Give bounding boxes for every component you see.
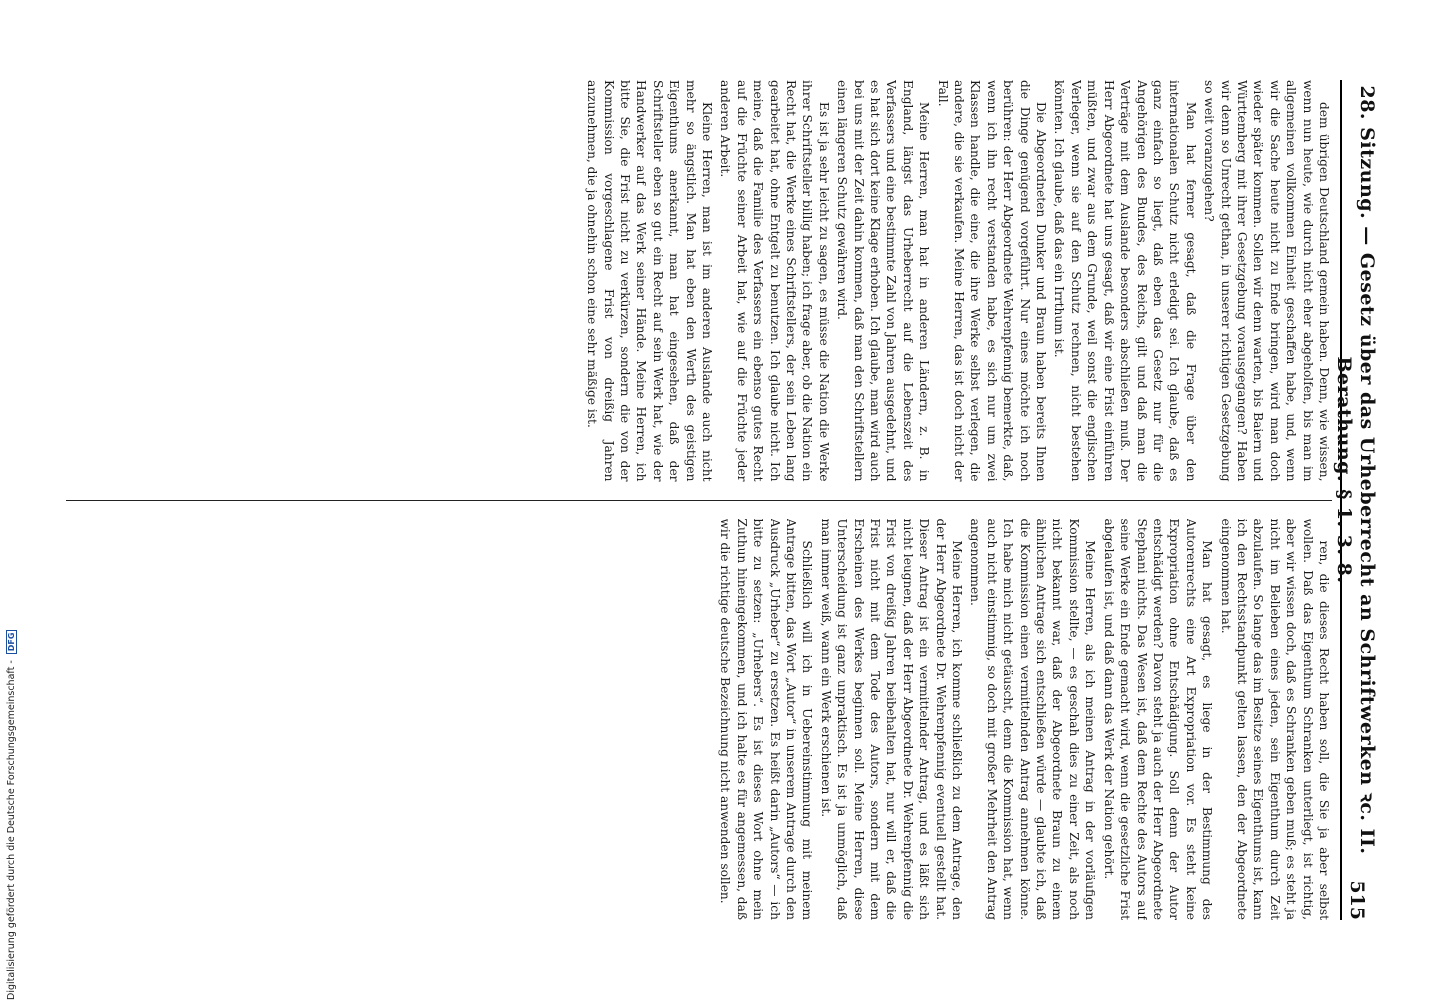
paragraph: Die Abgeordneten Dunker und Braun haben bereits Ihnen die Dinge genügend vorgeführt. Nur eines möchte ich noch berühren: der Herr Abgeordnete Wehrenpfennig bemerkte, daß, wenn ich ihn recht verstanden habe, es sich nur um zwei Klassen handle, die eine, die ihre Werke selbst verlegen, die andere, die sie verkaufen. Meine Herren, das ist doch nicht der Fall.: [935, 80, 1049, 482]
column-divider: [66, 500, 1332, 501]
paragraph: Meine Herren, man hat in anderen Ländern, z. B. in England, längst das Urheberrecht auf die Lebenszeit des Verfassers und eine bestimmte Zahl von Jahren ausgedehnt, und es hat sich dort keine Klage erhoben. Ich glaube, man wird auch bei uns mit der Zeit dahin kommen, daß man den Schriftstellern einen längeren Schutz gewähren wird.: [835, 80, 932, 482]
paragraph: ren, die dieses Recht haben soll, die Sie ja aber selbst wollen. Daß das Eigenthum Schranken unterliegt, ist richtig, aber wir wissen doch, daß es Schranken geben muß; es steht ja nicht im Belieben eines jeden, sein Eigenthum durch Zeit abzulaufen. So lange das im Besitze seines Eigenthums ist, kann ich den Rechtsstandpunkt gelten lassen, den der Abgeordnete eingenommen hat.: [1218, 518, 1331, 920]
left-column: [66, 80, 1332, 482]
paragraph: Meine Herren, als ich meinen Antrag in der vorläufigen Kommission stellte, — es geschah dies zu einer Zeit, als noch nicht bekannt war, daß der Abgeordnete Braun zu einem ähnlichen Antrage sich entschließen würde — glaubte ich, daß die Kommission einen vermittelnden Antrag annehmen könne. Ich habe mich nicht getäuscht, denn die Kommission hat, wenn auch nicht einstimmig, so doch mit großer Mehrheit den Antrag angenommen.: [968, 518, 1098, 920]
paragraph: dem übrigen Deutschland gemein haben. Denn, wie wissen, wenn nun heute, wie durch nicht eher abgeholfen, bis man im allgemeinen vollkommen Einheit geschaffen habe, und, wenn wir die Sache heute nicht zu Ende bringen, wird man doch wieder später kommen. Sollen wir denn warten, bis Baiern und Württemberg mit ihrer Gesetzgebung vorausgegangen? Haben wir denn so Unrecht gethan, in unserer richtigen Gesetzgebung so weit voranzugehen?: [1202, 80, 1331, 482]
paragraph: Man hat ferner gesagt, daß die Frage über den internationalen Schutz nicht erledigt sei. Ich glaube, daß es ganz einfach so liegt, daß eben das Gesetz nur für die Angehörigen des Bundes, des Reichs, gilt und daß man die Verträge mit dem Auslande besonders abschließen muß. Der Herr Abgeordnete hat uns gesagt, daß wir eine Frist einführen müßten, und zwar aus dem Grunde, weil sonst die englischen Verleger, wenn sie auf den Schutz rechnen, nicht bestehen könnten. Ich glaube, daß das ein Irrthum ist.: [1052, 80, 1198, 482]
paragraph: Schließlich will ich in Uebereinstimmung mit meinem Antrage bitten, das Wort „Autor“ in unserem Antrage durch den Ausdruck „Urheber“ zu ersetzen. Es heißt darin „Autors“ — ich bitte zu setzen: „Urhebers“. Es ist dieses Wort ohne mein Zuthun hineingekommen, und ich halte es für angemessen, daß wir die richtige deutsche Bezeichnung nicht anwenden sollen.: [718, 518, 815, 920]
page-title: 28. Sitzung. — Gesetz über das Urheberrecht an Schriftwerken ꝛc. II. Berathung. § 1. 3. 8.: [1333, 85, 1378, 855]
paragraph: Es ist ja sehr leicht zu sagen, es müsse die Nation die Werke ihrer Schriftsteller billig haben; ich frage aber, ob die Nation ein Recht hat, die Werke eines Schriftstellers, der sein Leben lang gearbeitet hat, ohne Entgelt zu benutzen. Ich glaube nicht. Ich meine, daß die Familie des Verfassers ein ebenso gutes Recht auf die Früchte seiner Arbeit hat, wie auf die Früchte jeder anderen Arbeit.: [718, 80, 831, 482]
dfg-logo: DFG: [6, 630, 17, 655]
rotated-document-page: [46, 40, 1386, 960]
digitization-credit: [6, 600, 17, 1000]
page-header: [1333, 80, 1378, 920]
page-number: 515: [1346, 880, 1368, 920]
text-columns: [66, 80, 1332, 920]
right-column: [66, 519, 1332, 921]
credit-text: Digitalisierung gefördert durch die Deutsche Forschungsgemeinschaft -: [6, 660, 17, 1000]
paragraph: Man hat gesagt, es liege in der Bestimmung des Autorenrechts eine Art Expropriation vor. Es steht keine Expropriation ohne Entschädigung. Soll denn der Autor entschädigt werden? Davon steht ja auch der Herr Abgeordnete Stephani nichts. Das Wesen ist, daß dem Rechte des Autors auf seine Werke ein Ende gemacht wird, wenn die gesetzliche Frist abgelaufen ist, und daß dann das Werk der Nation gehört.: [1101, 518, 1215, 920]
paragraph: Kleine Herren, man ist im anderen Auslande auch nicht mehr so ängstlich. Man hat eben den Werth des geistigen Eigenthums anerkannt, man hat eingesehen, daß der Schriftsteller eben so gut ein Recht auf sein Werk hat, wie der Handwerker auf das Werk seiner Hände. Meine Herren, ich bitte Sie, die Frist nicht zu verkürzen, sondern die von der Kommission vorgeschlagene Frist von dreißig Jahren anzunehmen, die ja ohnehin schon eine sehr mäßige ist.: [585, 80, 714, 482]
paragraph: Meine Herren, ich komme schließlich zu dem Antrage, den der Herr Abgeordnete Dr. Wehrenpfennig eventuell gestellt hat. Dieser Antrag ist ein vermittelnder Antrag, und es läßt sich nicht leugnen, daß der Herr Abgeordnete Dr. Wehrenpfennig die Frist von dreißig Jahren beibehalten hat, nur will er, daß die Frist nicht mit dem Tode des Autors, sondern mit dem Erscheinen des Werkes beginnen soll. Meine Herren, diese Unterscheidung ist ganz unpraktisch. Es ist ja unmöglich, daß man immer weiß, wann ein Werk erschienen ist.: [818, 518, 965, 920]
